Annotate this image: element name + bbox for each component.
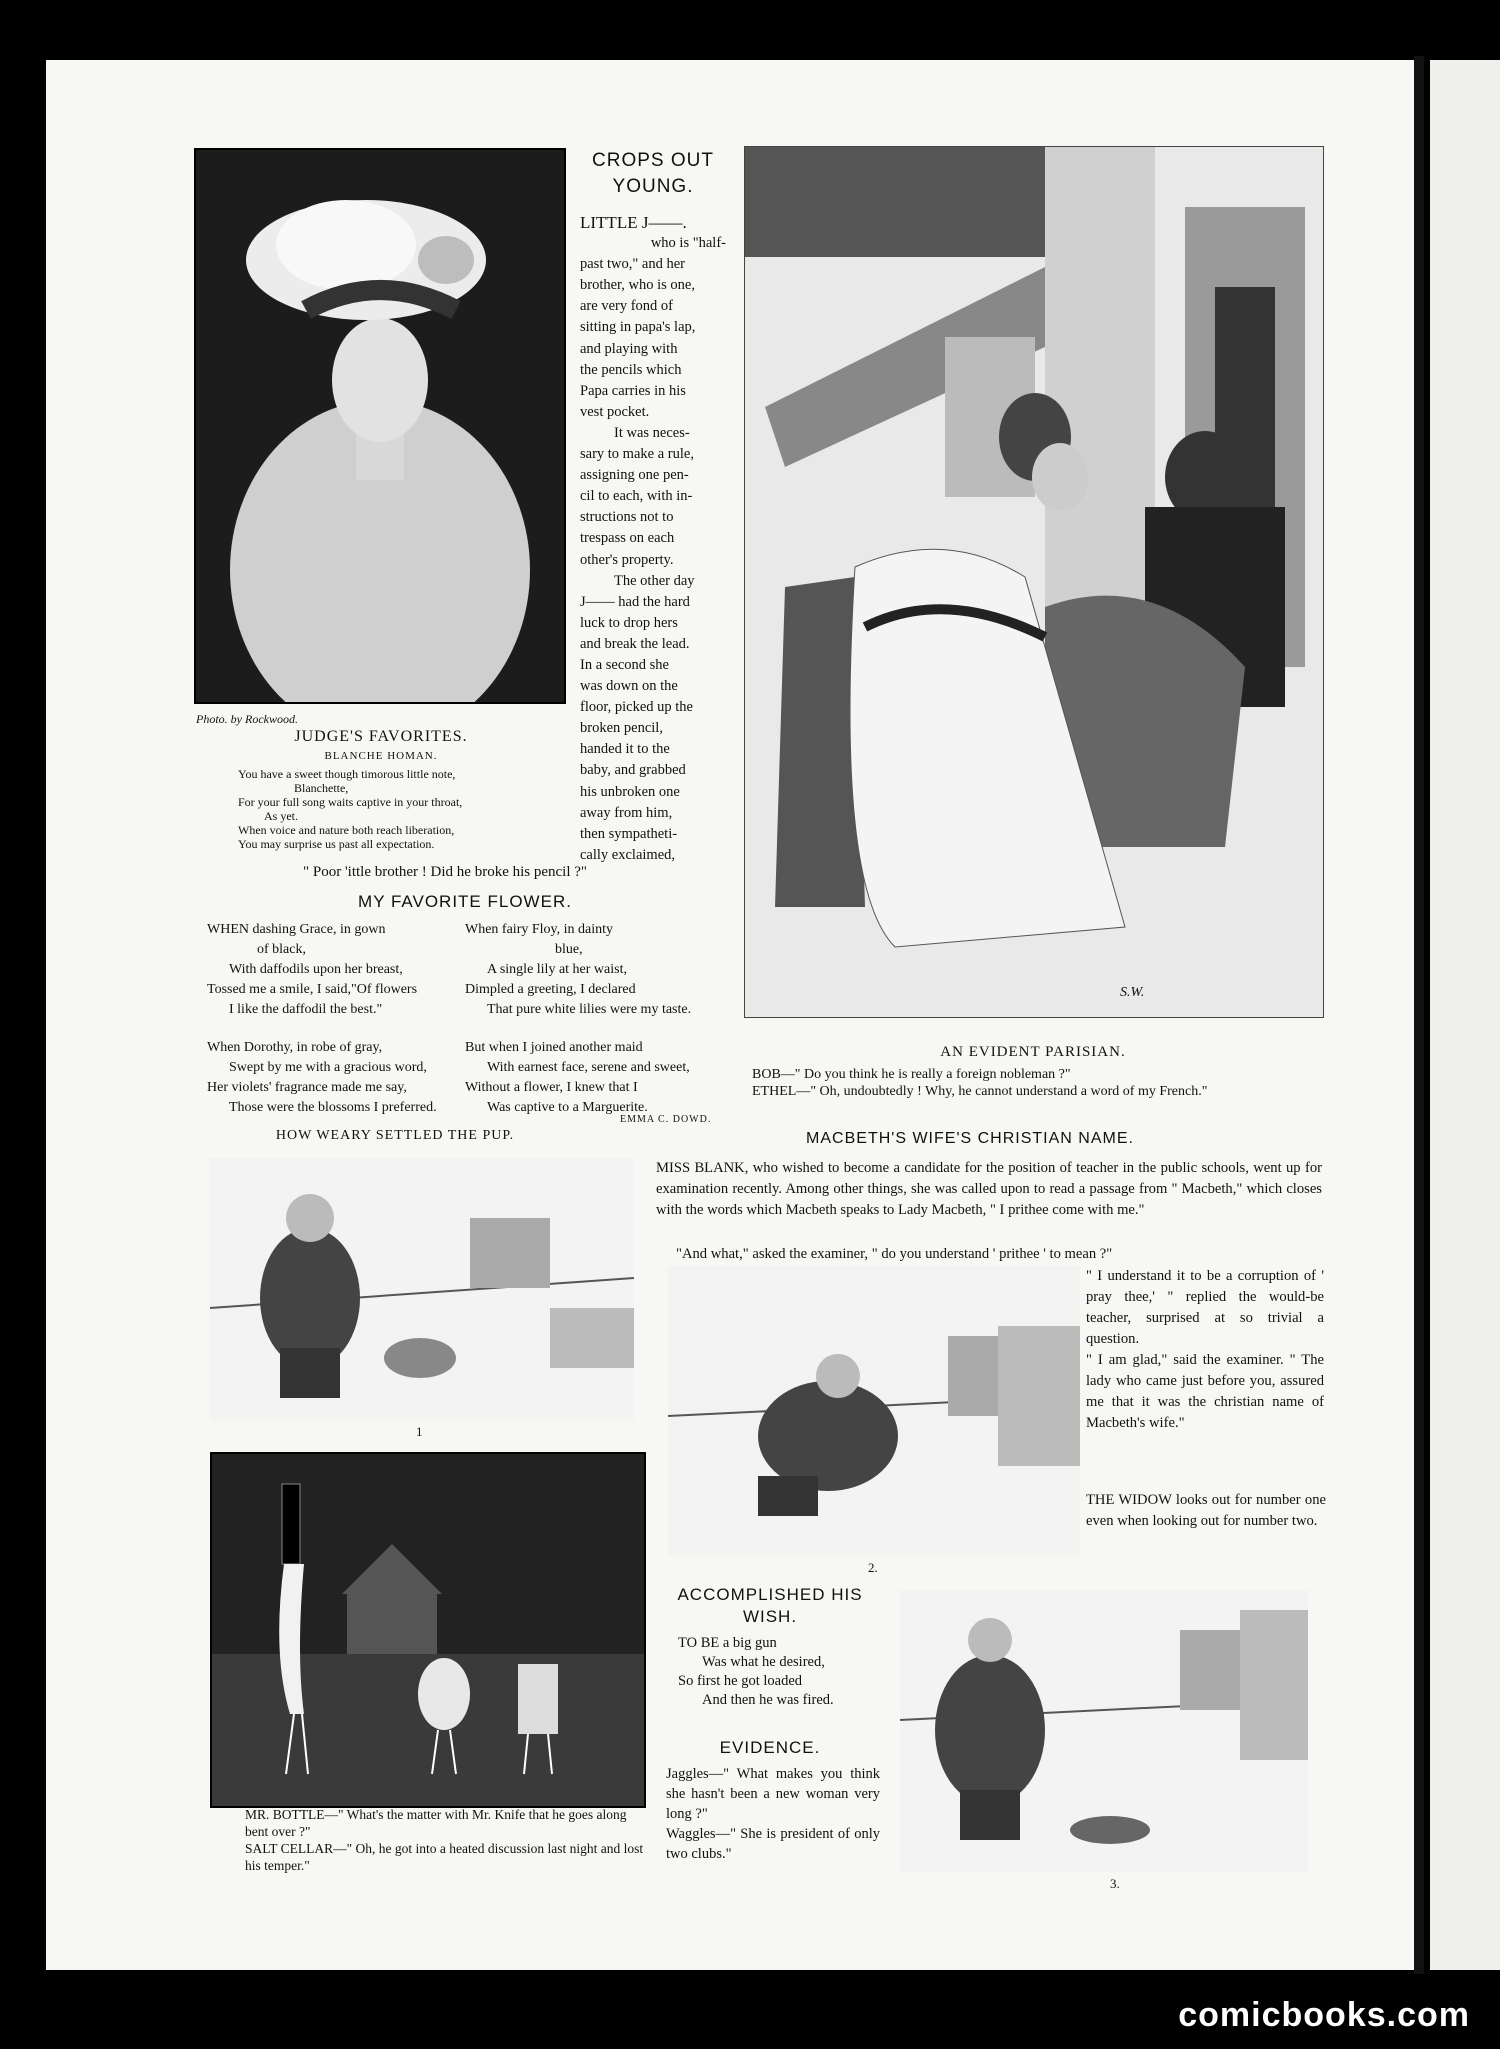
wish-line: TO BE a big gun — [678, 1635, 777, 1651]
crops-line: In a second she — [580, 656, 669, 673]
crops-line: The other day — [614, 572, 695, 589]
crops-column — [580, 212, 726, 866]
crops-line: are very fond of — [580, 298, 673, 315]
crops-line: who is "half- — [650, 235, 726, 252]
wish-line: Was what he desired, — [702, 1654, 825, 1670]
crops-line: sitting in papa's lap, — [580, 319, 696, 336]
crops-line: baby, and grabbed — [580, 762, 686, 779]
favorites-verse — [196, 767, 566, 851]
photo-credit: Photo. by Rockwood. — [196, 712, 298, 726]
verse-line: Blanchette, — [294, 781, 349, 795]
flower-line: That pure white lilies were my taste. — [487, 1002, 692, 1017]
figure-number-2: 2. — [868, 1560, 878, 1575]
macbeth-para3: " I understand it to be a corruption of ' pray thee,' " replied the would-be teacher, surprised at so trivial a question. — [1086, 1268, 1324, 1347]
flower-line: Was captive to a Marguerite. — [487, 1100, 648, 1115]
flower-line: Dimpled a greeting, I declared — [465, 982, 636, 997]
figure-number-3: 3. — [1110, 1876, 1120, 1891]
crops-line: handed it to the — [580, 741, 670, 758]
crops-line: away from him, — [580, 804, 673, 821]
macbeth-para2: "And what," asked the examiner, " do you understand ' prithee ' to mean ?" — [676, 1246, 1113, 1262]
figure-number-1: 1 — [416, 1424, 423, 1439]
crops-line: Papa carries in his — [580, 382, 686, 399]
flower-title: MY FAVORITE FLOWER. — [358, 892, 572, 911]
crops-line: sary to make a rule, — [580, 446, 694, 463]
crops-line: other's property. — [580, 551, 674, 568]
wish-line: So first he got loaded — [678, 1673, 803, 1689]
flower-line: But when I joined another maid — [465, 1040, 643, 1055]
verse-line: You may surprise us past all expectation. — [238, 837, 435, 851]
knife-line: SALT CELLAR—" Oh, he got into a heated discussion last night and lost his temper." — [245, 1841, 644, 1873]
flower-line: Her violets' fragrance made me say, — [207, 1080, 407, 1095]
crops-line: brother, who is one, — [580, 277, 695, 294]
parisian-line: BOB—" Do you think he is really a foreign nobleman ?" — [752, 1067, 1071, 1082]
evidence-text — [666, 1764, 880, 1864]
crops-line: and break the lead. — [580, 635, 690, 652]
flower-line: With daffodils upon her breast, — [229, 962, 403, 977]
flower-line: WHEN dashing Grace, in gown — [207, 922, 386, 937]
crops-line: was down on the — [580, 678, 678, 695]
flower-line: blue, — [555, 942, 583, 957]
verse-line: When voice and nature both reach liberation, — [238, 823, 455, 837]
flower-line: Swept by me with a gracious word, — [229, 1060, 427, 1075]
crops-line: cally exclaimed, — [580, 846, 676, 863]
flower-line: When fairy Floy, in dainty — [465, 922, 614, 937]
crops-title: CROPS OUT YOUNG. — [592, 150, 714, 197]
favorites-name: BLANCHE HOMAN. — [324, 750, 438, 762]
pup-title: HOW WEARY SETTLED THE PUP. — [275, 1128, 515, 1143]
flower-line: I like the daffodil the best." — [229, 1002, 383, 1017]
evidence-title: EVIDENCE. — [719, 1738, 821, 1757]
macbeth-para4: " I am glad," said the examiner. " The lady who came just before you, assured me that it was the christian name of Macbeth's wife." — [1086, 1352, 1324, 1431]
pup-illustration-1 — [210, 1158, 634, 1420]
flower-line — [465, 1020, 730, 1038]
crops-line: trespass on each — [580, 530, 675, 547]
parisian-caption — [752, 1066, 1352, 1100]
flower-line: Tossed me a smile, I said,"Of flowers — [207, 982, 418, 997]
crops-line: cil to each, with in- — [580, 488, 693, 505]
flower-line: Without a flower, I knew that I — [465, 1080, 638, 1095]
crops-line: floor, picked up the — [580, 699, 693, 716]
parisian-title: AN EVIDENT PARISIAN. — [940, 1044, 1126, 1060]
crops-quote: " Poor 'ittle brother ! Did he broke his pencil ?" — [303, 864, 588, 880]
portrait-photo — [194, 148, 566, 704]
favorites-title: JUDGE'S FAVORITES. — [294, 728, 468, 745]
flower-line: When Dorothy, in robe of gray, — [207, 1040, 383, 1055]
flower-line: A single lily at her waist, — [487, 962, 627, 977]
flower-line: With earnest face, serene and sweet, — [487, 1060, 690, 1075]
flower-column-right — [465, 920, 730, 1118]
crops-line: LITTLE J——. — [580, 213, 687, 232]
crops-line: vest pocket. — [580, 403, 650, 420]
flower-author: EMMA C. DOWD. — [620, 1114, 712, 1125]
wish-title: ACCOMPLISHED HIS WISH. — [677, 1585, 863, 1626]
flower-column-left — [207, 920, 462, 1118]
page-fold — [1414, 56, 1424, 1974]
crops-line: broken pencil, — [580, 720, 663, 737]
artist-signature: S.W. — [1120, 985, 1145, 1000]
watermark-brand: comicbooks.com — [1178, 1996, 1470, 2034]
crops-line: J—— had the hard — [580, 593, 690, 610]
crops-line: luck to drop hers — [580, 614, 678, 631]
knife-line: MR. BOTTLE—" What's the matter with Mr. Knife that he goes along bent over ?" — [245, 1807, 627, 1839]
crops-line: his unbroken one — [580, 783, 680, 800]
favorites-block — [196, 728, 566, 851]
wish-verse — [678, 1634, 888, 1710]
pup-illustration-3 — [900, 1590, 1308, 1872]
macbeth-para1: MISS BLANK, who wished to become a candidate for the position of teacher in the public schools, went up for examination recently. Among other things, she was called upon to read a passage from " Macbeth," which closes with the words which Macbeth speaks to Lady Macbeth, " I prithee come with me." — [656, 1160, 1322, 1218]
crops-line: then sympatheti- — [580, 825, 678, 842]
knife-caption — [215, 1806, 645, 1874]
widow-text: THE WIDOW looks out for number one even when looking out for number two. — [1086, 1492, 1326, 1529]
flower-line: Those were the blossoms I preferred. — [229, 1100, 437, 1115]
wish-line: And then he was fired. — [702, 1692, 834, 1708]
verse-line: You have a sweet though timorous little note, — [238, 767, 456, 781]
crops-line: assigning one pen- — [580, 467, 689, 484]
adjacent-page-edge — [1430, 60, 1500, 1970]
crops-line: past two," and her — [580, 256, 685, 273]
crops-line: It was neces- — [614, 424, 690, 441]
evidence-line: Waggles—" She is president of only two clubs." — [666, 1826, 880, 1862]
flower-line: of black, — [257, 942, 306, 957]
crops-line: structions not to — [580, 509, 674, 526]
evidence-line: Jaggles—" What makes you think she hasn't been a new woman very long ?" — [666, 1766, 880, 1822]
crops-line: the pencils which — [580, 361, 682, 378]
parisian-illustration — [744, 146, 1324, 1018]
verse-line: For your full song waits captive in your throat, — [238, 795, 463, 809]
pup-illustration-2 — [668, 1266, 1080, 1556]
verse-line: As yet. — [264, 809, 298, 823]
crops-line: and playing with — [580, 340, 678, 357]
macbeth-title: MACBETH'S WIFE'S CHRISTIAN NAME. — [806, 1130, 1134, 1147]
flower-line — [207, 1020, 462, 1038]
parisian-line: ETHEL—" Oh, undoubtedly ! Why, he cannot understand a word of my French." — [752, 1084, 1208, 1099]
knife-illustration — [210, 1452, 646, 1808]
